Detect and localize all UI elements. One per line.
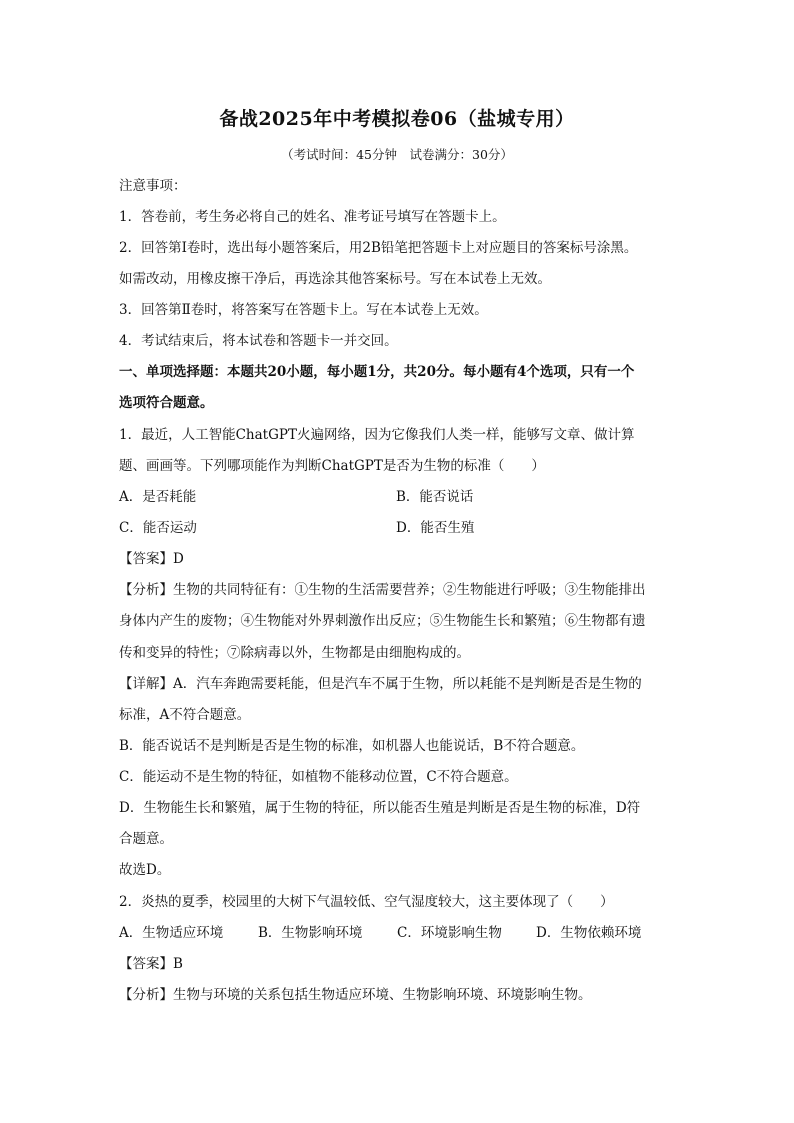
question-1-analysis: 身体内产生的废物；④生物能对外界刺激作出反应；⑤生物能生长和繁殖；⑥生物都有遗 [119, 613, 646, 629]
question-2-analysis: 【分析】生物与环境的关系包括生物适应环境、生物影响环境、环境影响生物。 [119, 987, 592, 1003]
question-1-stem: 1．最近，人工智能ChatGPT火遍网络，因为它像我们人类一样，能够写文章、做计算 [119, 427, 635, 443]
question-1-detail: 合题意。 [119, 831, 173, 847]
page-title: 备战2025年中考模拟卷06（盐城专用） [219, 108, 575, 130]
notice-item: 1．答卷前，考生务必将自己的姓名、准考证号填写在答题卡上。 [119, 209, 506, 225]
question-1-analysis: 【分析】生物的共同特征有：①生物的生活需要营养；②生物能进行呼吸；③生物能排出 [119, 582, 646, 598]
question-2-option-d: D．生物依赖环境 [536, 925, 642, 941]
question-2-option-c: C．环境影响生物 [397, 925, 502, 941]
question-1-option-b: B．能否说话 [396, 489, 474, 505]
question-1-option-a: A．是否耗能 [119, 489, 197, 505]
question-2-option-b: B．生物影响环境 [258, 925, 363, 941]
question-1-option-c: C．能否运动 [119, 520, 197, 536]
notice-item: 4．考试结束后，将本试卷和答题卡一并交回。 [119, 333, 398, 349]
question-1-option-d: D．能否生殖 [396, 520, 475, 536]
question-1-detail: B．能否说话不是判断是否是生物的标准，如机器人也能说话，B不符合题意。 [119, 738, 585, 754]
question-2-option-a: A．生物适应环境 [119, 925, 224, 941]
question-1-answer: 【答案】D [119, 551, 184, 567]
notice-heading: 注意事项： [119, 178, 187, 194]
question-1-choice: 故选D。 [119, 862, 171, 878]
exam-info: （考试时间：45分钟 试卷满分：30分） [281, 147, 513, 162]
question-1-analysis: 传和变异的特性；⑦除病毒以外，生物都是由细胞构成的。 [119, 645, 470, 661]
section-heading-cont: 选项符合题意。 [119, 395, 214, 411]
question-2-stem: 2．炎热的夏季，校园里的大树下气温较低、空气湿度较大，这主要体现了（ ） [119, 894, 614, 910]
section-heading: 一、单项选择题：本题共20小题，每小题1分，共20分。每小题有4个选项，只有一个 [119, 364, 635, 380]
notice-item: 3．回答第Ⅱ卷时，将答案写在答题卡上。写在本试卷上无效。 [119, 302, 488, 318]
question-1-detail: 标准，A不符合题意。 [119, 707, 251, 723]
question-1-detail: 【详解】A．汽车奔跑需要耗能，但是汽车不属于生物，所以耗能不是判断是否是生物的 [119, 676, 642, 692]
question-2-answer: 【答案】B [119, 956, 183, 972]
question-1-detail: C．能运动不是生物的特征，如植物不能移动位置，C不符合题意。 [119, 769, 518, 785]
question-1-detail: D．生物能生长和繁殖，属于生物的特征，所以能否生殖是判断是否是生物的标准，D符 [119, 800, 641, 816]
notice-item: 如需改动，用橡皮擦干净后，再选涂其他答案标号。写在本试卷上无效。 [119, 271, 551, 287]
notice-item: 2．回答第Ⅰ卷时，选出每小题答案后，用2B铅笔把答题卡上对应题目的答案标号涂黑。 [119, 240, 638, 256]
question-1-stem-cont: 题、画画等。下列哪项能作为判断ChatGPT是否为生物的标准（ ） [119, 458, 545, 474]
